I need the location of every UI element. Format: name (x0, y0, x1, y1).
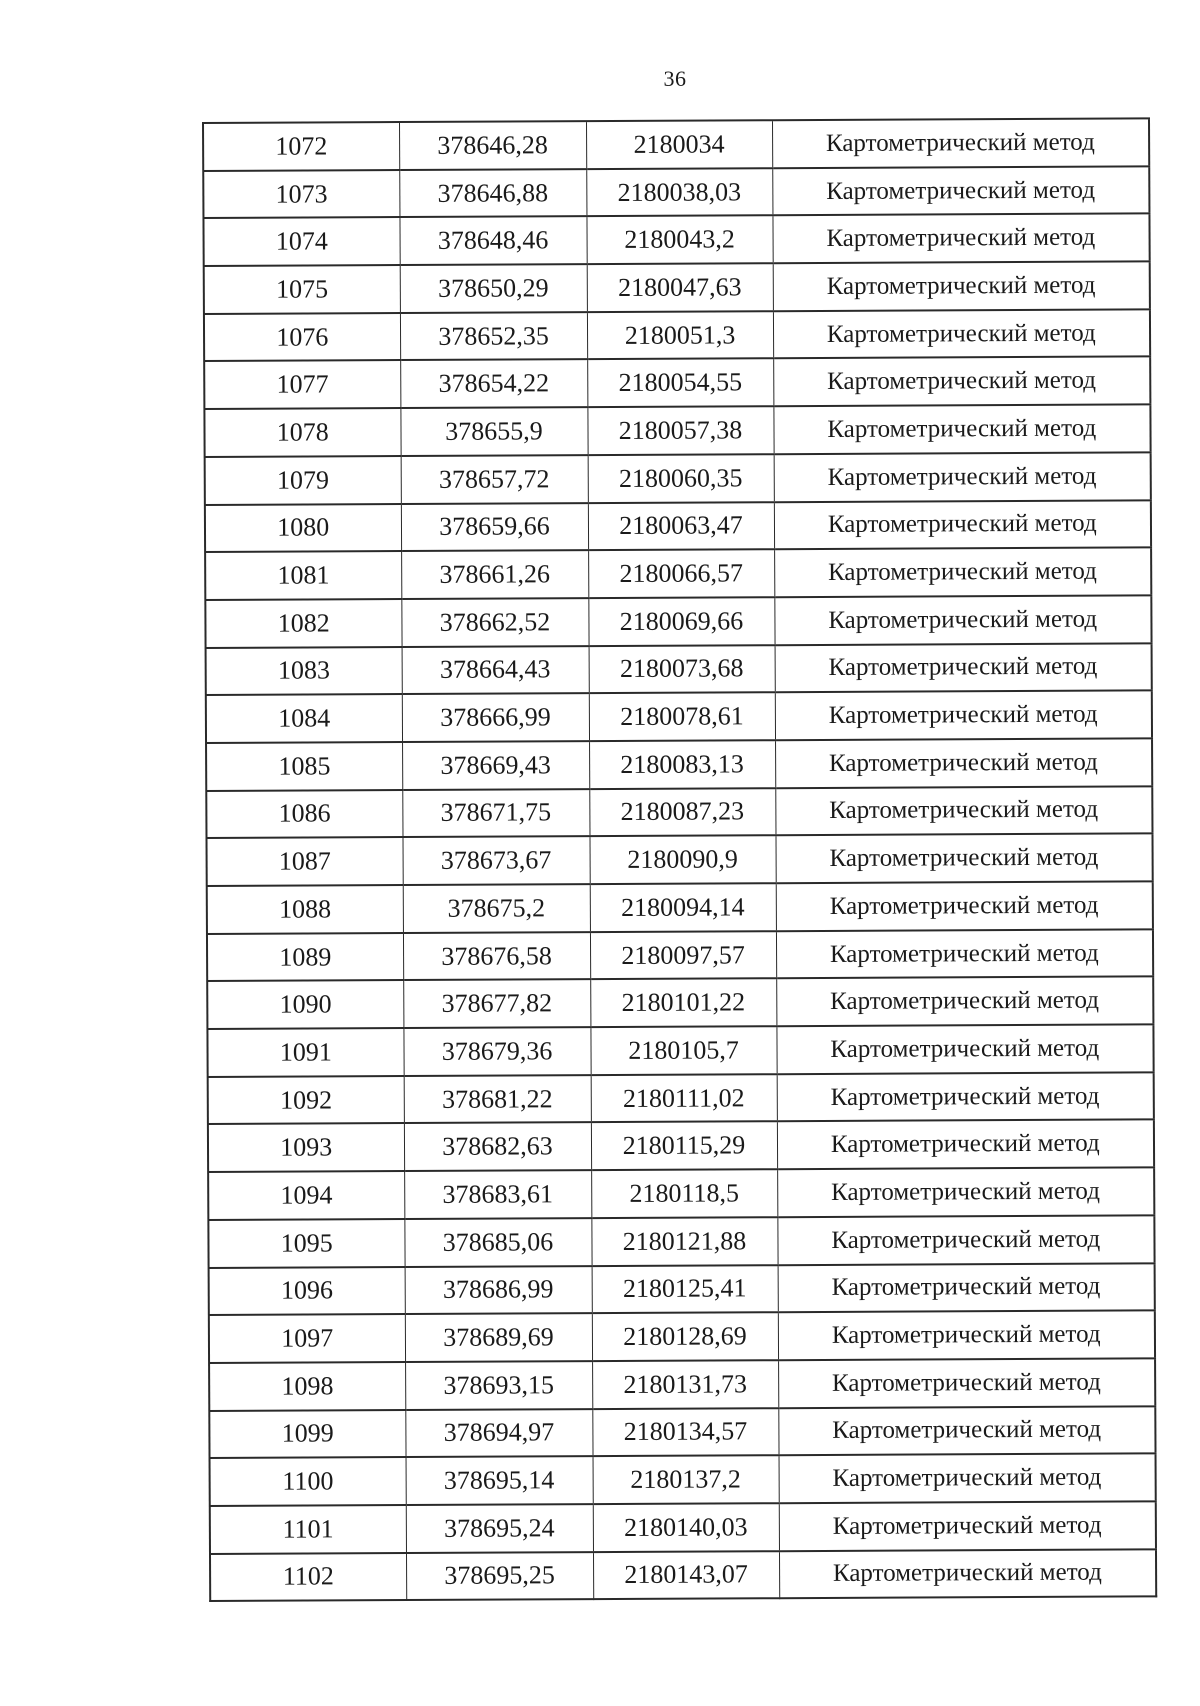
point-number-cell: 1074 (203, 217, 399, 266)
point-number-cell: 1092 (208, 1076, 404, 1125)
x-coordinate-cell: 378695,25 (406, 1552, 593, 1601)
method-cell: Картометрический метод (772, 214, 1149, 264)
x-coordinate-cell: 378664,43 (402, 646, 589, 695)
x-coordinate-cell: 378673,67 (402, 836, 589, 885)
y-coordinate-cell: 2180121,88 (591, 1217, 777, 1266)
x-coordinate-cell: 378679,36 (403, 1027, 590, 1076)
method-cell: Картометрический метод (777, 1072, 1154, 1122)
x-coordinate-cell: 378655,9 (400, 407, 587, 456)
x-coordinate-cell: 378685,06 (404, 1218, 591, 1267)
x-coordinate-cell: 378650,29 (400, 264, 587, 313)
point-number-cell: 1077 (204, 360, 400, 409)
method-cell: Картометрический метод (776, 881, 1153, 931)
x-coordinate-cell: 378666,99 (402, 693, 589, 742)
point-number-cell: 1099 (209, 1410, 405, 1459)
method-cell: Картометрический метод (775, 786, 1152, 836)
method-cell: Картометрический метод (774, 452, 1151, 502)
y-coordinate-cell: 2180097,57 (590, 931, 776, 980)
table-row (206, 691, 1152, 743)
table-row (206, 738, 1152, 790)
y-coordinate-cell: 2180140,03 (593, 1503, 779, 1552)
point-number-cell: 1081 (205, 551, 401, 600)
method-cell: Картометрический метод (777, 1120, 1154, 1170)
point-number-cell: 1083 (206, 647, 402, 696)
y-coordinate-cell: 2180034 (586, 120, 772, 169)
x-coordinate-cell: 378646,88 (399, 169, 586, 218)
method-cell: Картометрический метод (775, 738, 1152, 788)
point-number-cell: 1101 (210, 1505, 406, 1554)
table-row (206, 786, 1152, 838)
method-cell: Картометрический метод (773, 309, 1150, 359)
table-row (207, 1024, 1153, 1076)
table-row (204, 261, 1150, 313)
point-number-cell: 1078 (204, 408, 400, 457)
point-number-cell: 1093 (208, 1123, 404, 1172)
point-number-cell: 1098 (209, 1362, 405, 1411)
method-cell: Картометрический метод (776, 977, 1153, 1027)
point-number-cell: 1087 (207, 837, 403, 886)
method-cell: Картометрический метод (778, 1311, 1155, 1361)
method-cell: Картометрический метод (773, 357, 1150, 407)
point-number-cell: 1091 (207, 1028, 403, 1077)
x-coordinate-cell: 378693,15 (405, 1361, 592, 1410)
table-row (204, 309, 1150, 361)
method-cell: Картометрический метод (773, 404, 1150, 454)
x-coordinate-cell: 378675,2 (403, 884, 590, 933)
y-coordinate-cell: 2180134,57 (592, 1408, 778, 1457)
x-coordinate-cell: 378695,14 (406, 1456, 593, 1505)
x-coordinate-cell: 378661,26 (401, 550, 588, 599)
method-cell: Картометрический метод (774, 500, 1151, 550)
y-coordinate-cell: 2180078,61 (589, 692, 775, 741)
point-number-cell: 1094 (208, 1171, 404, 1220)
x-coordinate-cell: 378652,35 (400, 312, 587, 361)
method-cell: Картометрический метод (778, 1406, 1155, 1456)
point-number-cell: 1075 (204, 265, 400, 314)
table-row (207, 929, 1153, 981)
y-coordinate-cell: 2180073,68 (589, 645, 775, 694)
method-cell: Картометрический метод (777, 1215, 1154, 1265)
y-coordinate-cell: 2180118,5 (591, 1169, 777, 1218)
point-number-cell: 1085 (206, 742, 402, 791)
table-row (205, 548, 1151, 600)
table-row (203, 214, 1149, 266)
x-coordinate-cell: 378676,58 (403, 932, 590, 981)
y-coordinate-cell: 2180043,2 (586, 216, 772, 265)
point-number-cell: 1095 (208, 1219, 404, 1268)
point-number-cell: 1084 (206, 694, 402, 743)
method-cell: Картометрический метод (775, 691, 1152, 741)
method-cell: Картометрический метод (772, 166, 1149, 216)
point-number-cell: 1082 (205, 599, 401, 648)
method-cell: Картометрический метод (779, 1454, 1156, 1504)
coordinates-table (202, 117, 1157, 1602)
y-coordinate-cell: 2180083,13 (589, 740, 775, 789)
table-row (203, 166, 1149, 218)
point-number-cell: 1079 (205, 456, 401, 505)
y-coordinate-cell: 2180137,2 (593, 1455, 779, 1504)
x-coordinate-cell: 378686,99 (405, 1266, 592, 1315)
x-coordinate-cell: 378659,66 (401, 503, 588, 552)
table-row (203, 118, 1149, 170)
method-cell: Картометрический метод (773, 261, 1150, 311)
x-coordinate-cell: 378646,28 (399, 121, 586, 170)
method-cell: Картометрический метод (778, 1263, 1155, 1313)
method-cell: Картометрический метод (777, 1167, 1154, 1217)
method-cell: Картометрический метод (776, 1024, 1153, 1074)
method-cell: Картометрический метод (779, 1549, 1156, 1599)
point-number-cell: 1076 (204, 313, 400, 362)
point-number-cell: 1073 (203, 170, 399, 219)
table-row (205, 452, 1151, 504)
table-row (209, 1406, 1155, 1458)
y-coordinate-cell: 2180069,66 (588, 597, 774, 646)
point-number-cell: 1088 (207, 885, 403, 934)
x-coordinate-cell: 378695,24 (406, 1504, 593, 1553)
point-number-cell: 1096 (209, 1267, 405, 1316)
table-row (207, 881, 1153, 933)
table-row (210, 1454, 1156, 1506)
y-coordinate-cell: 2180063,47 (588, 502, 774, 551)
coordinates-table-body (203, 118, 1156, 1601)
y-coordinate-cell: 2180128,69 (592, 1312, 778, 1361)
x-coordinate-cell: 378689,69 (405, 1313, 592, 1362)
y-coordinate-cell: 2180090,9 (589, 836, 775, 885)
y-coordinate-cell: 2180094,14 (590, 883, 776, 932)
table-row (209, 1263, 1155, 1315)
y-coordinate-cell: 2180038,03 (586, 168, 772, 217)
method-cell: Картометрический метод (772, 118, 1149, 168)
x-coordinate-cell: 378657,72 (401, 455, 588, 504)
table-row (207, 834, 1153, 886)
method-cell: Картометрический метод (778, 1358, 1155, 1408)
table-row (210, 1549, 1156, 1601)
method-cell: Картометрический метод (779, 1501, 1156, 1551)
table-row (209, 1311, 1155, 1363)
y-coordinate-cell: 2180131,73 (592, 1360, 778, 1409)
x-coordinate-cell: 378683,61 (404, 1170, 591, 1219)
point-number-cell: 1072 (203, 122, 399, 171)
method-cell: Картометрический метод (775, 834, 1152, 884)
point-number-cell: 1089 (207, 933, 403, 982)
y-coordinate-cell: 2180125,41 (592, 1265, 778, 1314)
coordinates-table-container (202, 117, 1157, 1602)
x-coordinate-cell: 378671,75 (402, 789, 589, 838)
table-row (206, 643, 1152, 695)
table-row (208, 1215, 1154, 1267)
table-row (210, 1501, 1156, 1553)
point-number-cell: 1100 (210, 1457, 406, 1506)
x-coordinate-cell: 378694,97 (405, 1409, 592, 1458)
table-row (204, 357, 1150, 409)
method-cell: Картометрический метод (774, 548, 1151, 598)
point-number-cell: 1090 (207, 980, 403, 1029)
y-coordinate-cell: 2180143,07 (593, 1551, 779, 1600)
x-coordinate-cell: 378654,22 (400, 360, 587, 409)
method-cell: Картометрический метод (776, 929, 1153, 979)
x-coordinate-cell: 378669,43 (402, 741, 589, 790)
page-number: 36 (663, 66, 687, 91)
y-coordinate-cell: 2180054,55 (587, 359, 773, 408)
point-number-cell: 1086 (206, 790, 402, 839)
y-coordinate-cell: 2180047,63 (587, 263, 773, 312)
y-coordinate-cell: 2180060,35 (588, 454, 774, 503)
table-row (208, 1120, 1154, 1172)
point-number-cell: 1080 (205, 504, 401, 553)
table-row (204, 404, 1150, 456)
method-cell: Картометрический метод (775, 643, 1152, 693)
point-number-cell: 1102 (210, 1553, 406, 1602)
table-row (208, 1167, 1154, 1219)
y-coordinate-cell: 2180057,38 (587, 406, 773, 455)
x-coordinate-cell: 378682,63 (404, 1123, 591, 1172)
table-row (207, 977, 1153, 1029)
table-row (205, 595, 1151, 647)
y-coordinate-cell: 2180066,57 (588, 549, 774, 598)
y-coordinate-cell: 2180101,22 (590, 979, 776, 1028)
x-coordinate-cell: 378662,52 (401, 598, 588, 647)
y-coordinate-cell: 2180087,23 (589, 788, 775, 837)
y-coordinate-cell: 2180111,02 (591, 1074, 777, 1123)
y-coordinate-cell: 2180051,3 (587, 311, 773, 360)
x-coordinate-cell: 378681,22 (404, 1075, 591, 1124)
table-row (208, 1072, 1154, 1124)
y-coordinate-cell: 2180105,7 (590, 1026, 776, 1075)
table-row (209, 1358, 1155, 1410)
table-row (205, 500, 1151, 552)
x-coordinate-cell: 378648,46 (399, 216, 586, 265)
method-cell: Картометрический метод (774, 595, 1151, 645)
x-coordinate-cell: 378677,82 (403, 979, 590, 1028)
point-number-cell: 1097 (209, 1314, 405, 1363)
y-coordinate-cell: 2180115,29 (591, 1122, 777, 1171)
